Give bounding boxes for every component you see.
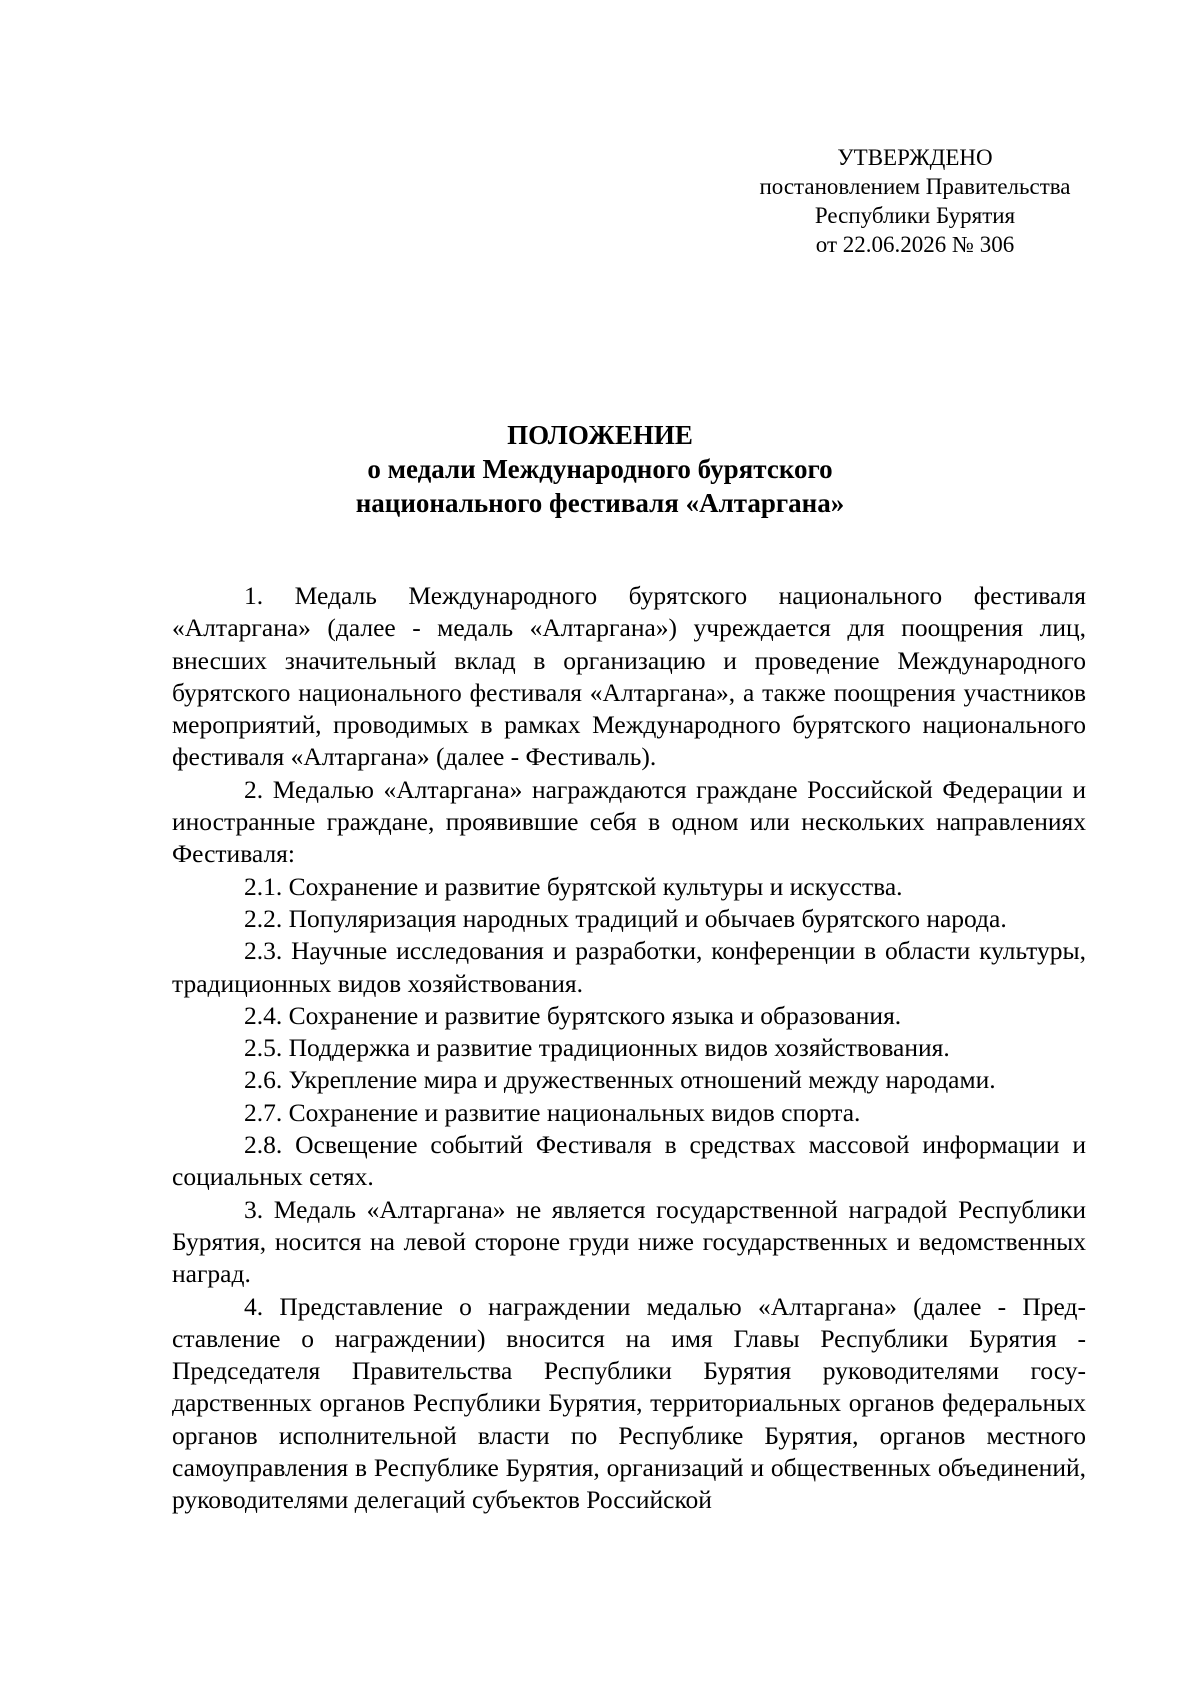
paragraph-2-6: 2.6. Укрепление мира и дружественных отношений между народами.: [244, 1065, 996, 1095]
paragraph-2-8: 2.8. Освещение событий Фестиваля в средствах массовой информации и социальных сетях.: [172, 1130, 1086, 1192]
paragraph-2-7: 2.7. Сохранение и развитие национальных видов спорта.: [244, 1097, 861, 1127]
paragraph-4: 4. Представление о награждении медалью «Алтаргана» (далее - Представление о награждении) вносится на имя Главы Республики Бурятия - Председателя Правительства Республики Бурятия руководителями государственных органов Республики Бурятия, территориальных органов федеральных органов исполнительной власти по Республике Бурятия, органов местного самоуправления в Республике Бурятия, организаций и общественных объединений, руководителями делегаций субъектов Российской: [172, 1291, 1086, 1515]
title-heading: ПОЛОЖЕНИЕ: [507, 420, 693, 450]
approval-date-number: от 22.06.2026 № 306: [815, 232, 1015, 257]
document-body: [172, 580, 1086, 1517]
paragraph-2-5: 2.5. Поддержка и развитие традиционных видов хозяйствования.: [244, 1033, 950, 1063]
approval-stamp: [745, 143, 1085, 259]
approval-heading: УТВЕРЖДЕНО: [837, 145, 993, 170]
paragraph-2-4: 2.4. Сохранение и развитие бурятского языка и образования.: [244, 1000, 902, 1030]
approval-decree-line: постановлением Правительства: [759, 174, 1071, 199]
title-subtitle-line-1: о медали Международного бурятского: [367, 454, 833, 484]
paragraph-2-2: 2.2. Популяризация народных традиций и обычаев бурятского народа.: [244, 903, 1007, 933]
title-subtitle-line-2: национального фестиваля «Алтаргана»: [355, 488, 845, 518]
paragraph-2: 2. Медалью «Алтаргана» награждаются граждане Российской Федерации и иностранные граждане, проявившие себя в одном или нескольких направлениях Фестиваля:: [172, 774, 1086, 869]
paragraph-3: 3. Медаль «Алтаргана» не является государственной наградой Республики Бурятия, носится на левой стороне груди ниже государственных и ведомственных наград.: [172, 1194, 1086, 1289]
document-title: [0, 418, 1200, 520]
paragraph-2-1: 2.1. Сохранение и развитие бурятской культуры и искусства.: [244, 871, 903, 901]
paragraph-2-3: 2.3. Научные исследования и разработки, конференции в области культуры, традиционных видов хозяйствования.: [172, 936, 1086, 998]
approval-republic-line: Республики Бурятия: [814, 203, 1016, 228]
paragraph-1: 1. Медаль Международного бурятского национального фестиваля «Алтаргана» (далее - медаль «Алтаргана») учреждается для поощрения лиц, внесших значительный вклад в организацию и проведение Международного бурятского национального фестиваля «Алтаргана», а также поощрения участников мероприятий, проводимых в рамках Международного бурятского национального фестиваля «Алтаргана» (далее - Фестиваль).: [172, 581, 1086, 772]
